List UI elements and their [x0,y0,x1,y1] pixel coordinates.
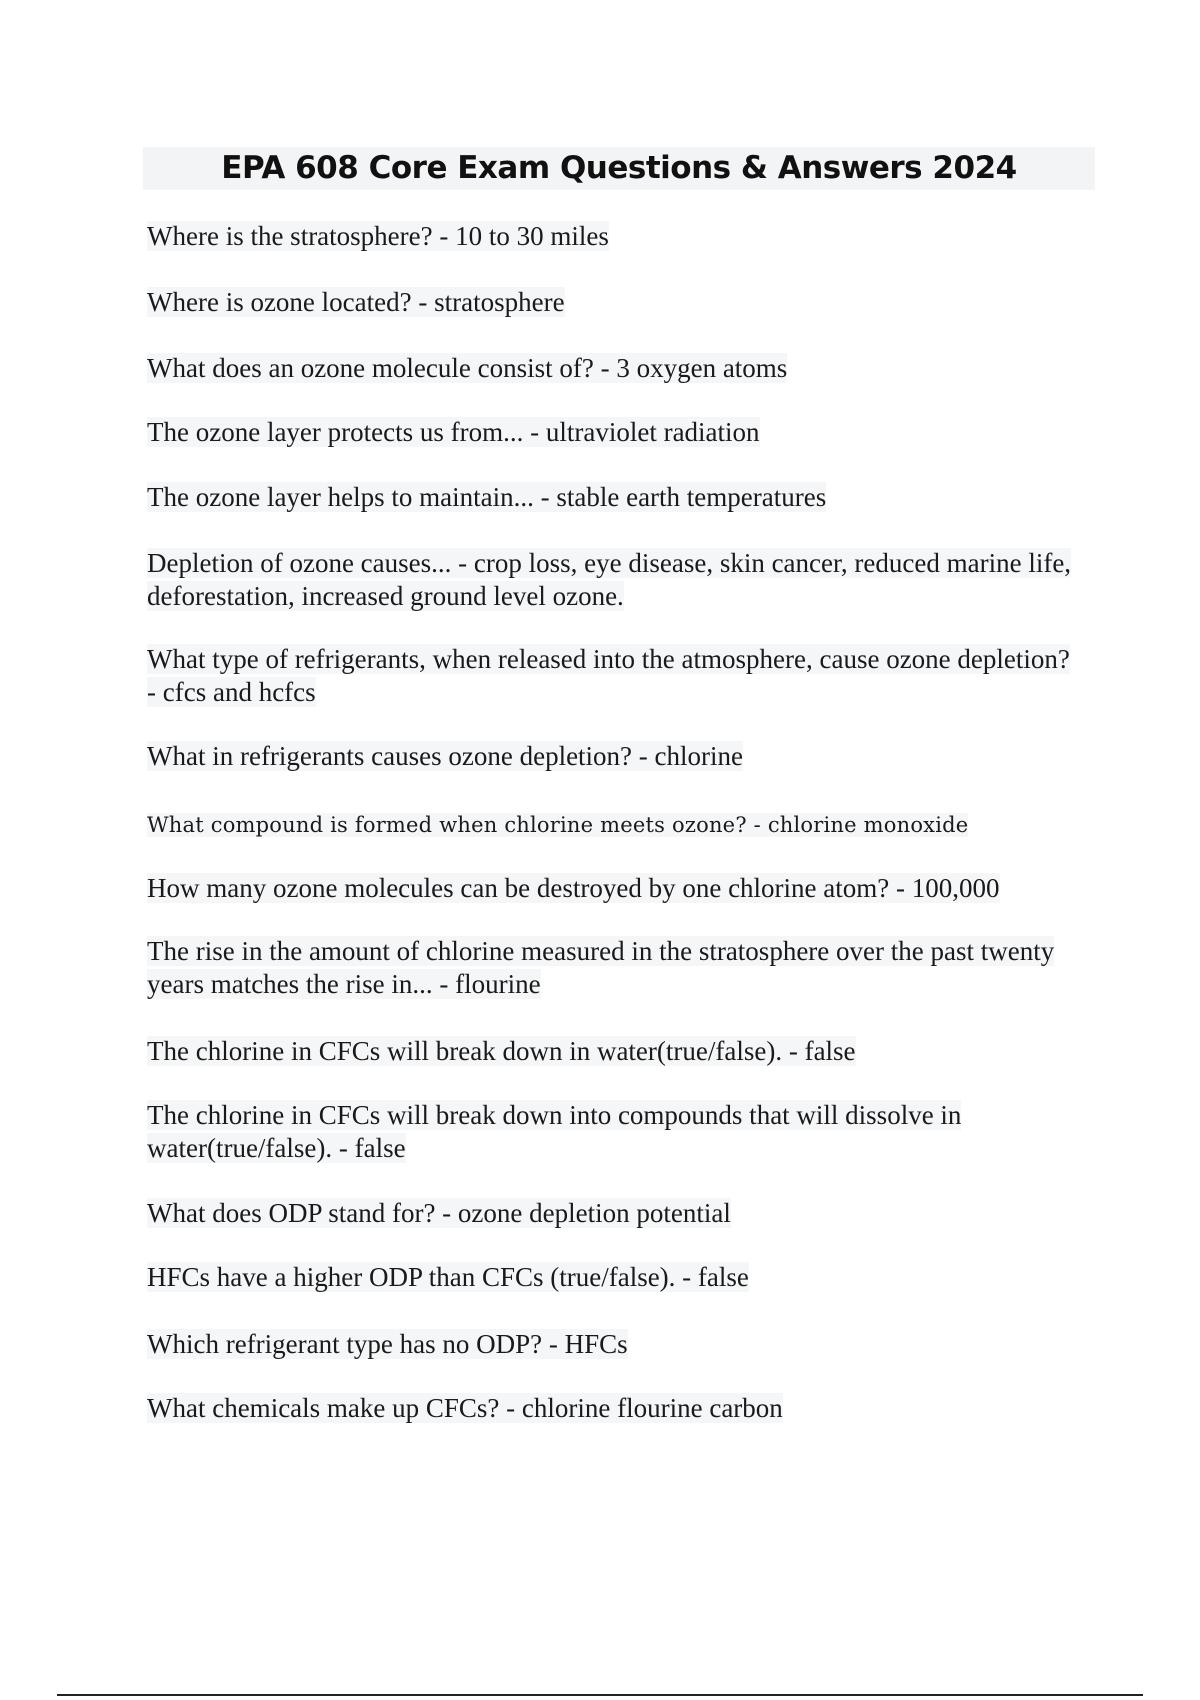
qa-item: HFCs have a higher ODP than CFCs (true/false). - false [147,1262,749,1292]
qa-item: What chemicals make up CFCs? - chlorine flourine carbon [147,1393,783,1423]
qa-item: The rise in the amount of chlorine measured in the stratosphere over the past twenty years matches the rise in... - flourine [147,936,1055,999]
qa-item: Which refrigerant type has no ODP? - HFCs [147,1329,628,1359]
qa-item: What type of refrigerants, when released into the atmosphere, cause ozone depletion? - cfcs and hcfcs [147,644,1070,707]
qa-item: The chlorine in CFCs will break down into compounds that will dissolve in water(true/false). - false [147,1100,962,1163]
qa-item: Where is the stratosphere? - 10 to 30 miles [147,221,609,251]
qa-item: What compound is formed when chlorine meets ozone? - chlorine monoxide [147,813,969,837]
footer-rule [57,1694,1143,1696]
qa-item: The ozone layer helps to maintain... - stable earth temperatures [147,482,827,512]
qa-item: Depletion of ozone causes... - crop loss, eye disease, skin cancer, reduced marine life, deforestation, increased ground level ozone. [147,548,1072,611]
qa-item: What in refrigerants causes ozone depletion? - chlorine [147,741,743,771]
qa-item: What does ODP stand for? - ozone depletion potential [147,1198,731,1228]
qa-item: How many ozone molecules can be destroyed by one chlorine atom? - 100,000 [147,873,1000,903]
qa-item: Where is ozone located? - stratosphere [147,287,565,317]
qa-item: The chlorine in CFCs will break down in water(true/false). - false [147,1036,856,1066]
page-title: EPA 608 Core Exam Questions & Answers 2024 [221,150,1017,186]
qa-item: The ozone layer protects us from... - ultraviolet radiation [147,417,760,447]
qa-item: What does an ozone molecule consist of? - 3 oxygen atoms [147,353,788,383]
